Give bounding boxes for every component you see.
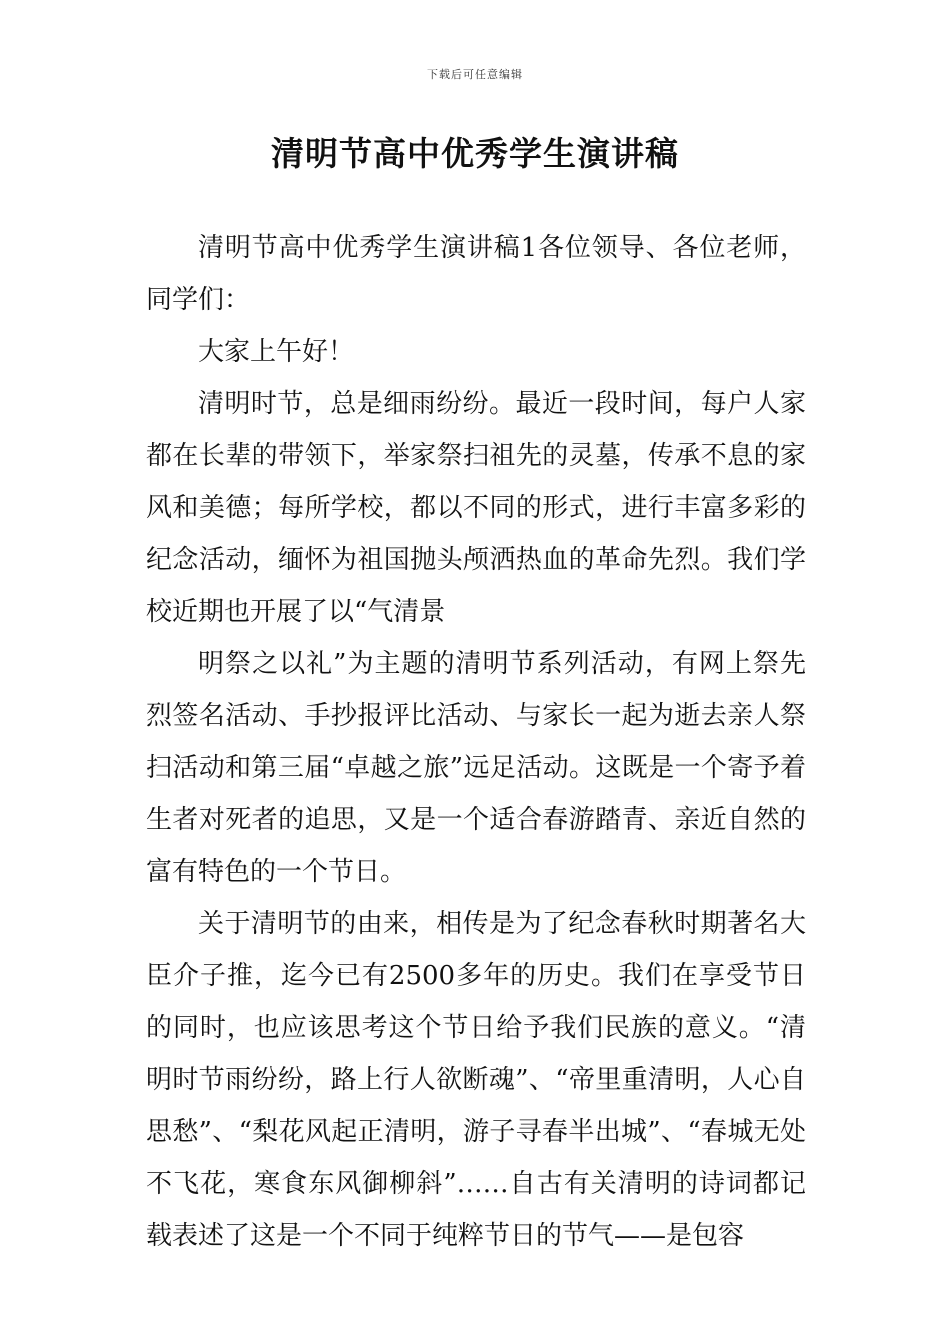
paragraph-1: 清明节高中优秀学生演讲稿1各位领导、各位老师，同学们： [146, 233, 806, 315]
paragraph-4: 明祭之以礼”为主题的清明节系列活动，有网上祭先烈签名活动、手抄报评比活动、与家长一起为逝去亲人祭扫活动和第三届“卓越之旅”远足活动。这既是一个寄予着生者对死者的追思，又是一个适合春游踏青、亲近自然的富有特色的一个节日。 [146, 649, 806, 887]
paragraph-3: 清明时节，总是细雨纷纷。最近一段时间，每户人家都在长辈的带领下，举家祭扫祖先的灵墓，传承不息的家风和美德；每所学校，都以不同的形式，进行丰富多彩的纪念活动，缅怀为祖国抛头颅洒热血的革命先烈。我们学校近期也开展了以“气清景 [146, 389, 806, 627]
paragraph-5: 关于清明节的由来，相传是为了纪念春秋时期著名大臣介子推，迄今已有2500多年的历史。我们在享受节日的同时，也应该思考这个节日给予我们民族的意义。“清明时节雨纷纷，路上行人欲断魂”、“帝里重清明，人心自思愁”、“梨花风起正清明，游子寻春半出城”、“春城无处不飞花，寒食东风御柳斜”……自古有关清明的诗词都记载表述了这是一个不同于纯粹节日的节气——是包容 [146, 909, 806, 1251]
document-body [146, 222, 806, 1262]
header-note: 下载后可任意编辑 [427, 68, 523, 81]
document-title: 清明节高中优秀学生演讲稿 [271, 134, 679, 173]
paragraph-2: 大家上午好！ [198, 337, 355, 367]
